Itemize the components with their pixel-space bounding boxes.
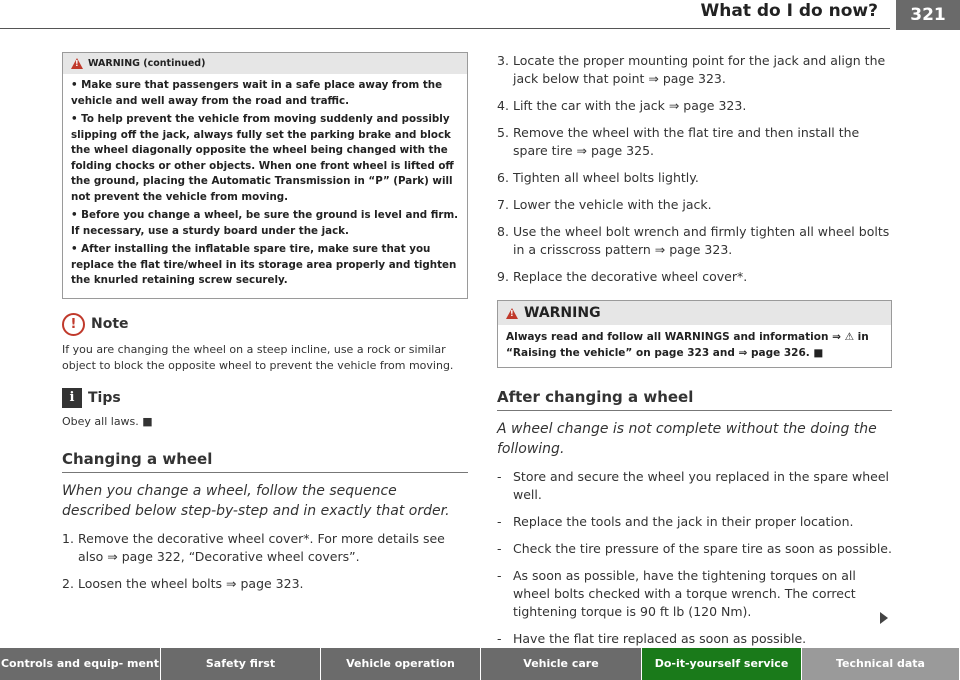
continue-arrow-icon [880, 612, 888, 624]
warning-continued-header [63, 53, 467, 74]
info-icon: i [62, 388, 82, 408]
tips-title: Tips [88, 389, 121, 406]
list-item: 2. Loosen the wheel bolts ⇒ page 323. [62, 575, 304, 591]
warning-bullet: • Make sure that passengers wait in a safe place away from the vehicle and well away from the road and traffic. [71, 79, 443, 107]
warning-box [497, 300, 892, 368]
list-item: 1. Remove the decorative wheel cover*. For more details see also ⇒ page 322, “Decorative wheel covers”. [62, 530, 445, 564]
footer-tab-technical[interactable]: Technical data [802, 648, 960, 680]
warning-bullet: • To help prevent the vehicle from moving suddenly and possibly slipping off the jack, always fully set the parking brake and block the wheel diagonally opposite the wheel being changed with the folding chocks or other objects. When one front wheel is lifted off the ground, placing the Automatic Transmission in “P” (Park) will not prevent the vehicle from moving. [71, 113, 454, 203]
list-item: - As soon as possible, have the tightening torques on all wheel bolts checked with a torque wrench. The correct tightening torque is 90 ft lb (120 Nm). [497, 568, 856, 619]
left-column [62, 52, 468, 593]
footer-tab-care[interactable]: Vehicle care [481, 648, 642, 680]
list-item: - Have the flat tire replaced as soon as possible. [497, 631, 807, 646]
note-text: If you are changing the wheel on a steep incline, use a rock or similar object to block the opposite wheel to prevent the vehicle from moving. [62, 342, 454, 372]
tips-text: Obey all laws. ■ [62, 414, 153, 428]
list-item: - Store and secure the wheel you replaced in the spare wheel well. [497, 469, 890, 502]
list-item: 5. Remove the wheel with the flat tire and then install the spare tire ⇒ page 325. [497, 125, 860, 158]
list-item: 7. Lower the vehicle with the jack. [497, 197, 712, 212]
warning-bullet: • Before you change a wheel, be sure the ground is level and firm. If necessary, use a sturdy board under the jack. [71, 209, 459, 237]
footer-tab-controls[interactable]: Controls and equip- ment [0, 648, 161, 680]
footer-tab-operation[interactable]: Vehicle operation [321, 648, 481, 680]
warning-title: WARNING [524, 305, 601, 321]
list-item: 4. Lift the car with the jack ⇒ page 323. [497, 98, 747, 113]
footer-nav [0, 648, 960, 680]
list-item: 3. Locate the proper mounting point for the jack and align the jack below that point ⇒ page 323. [497, 53, 886, 86]
section-intro-after: A wheel change is not complete without the doing the following. [497, 421, 877, 457]
footer-tab-safety[interactable]: Safety first [161, 648, 321, 680]
page-title: What do I do now? [700, 1, 878, 21]
warning-text: Always read and follow all WARNINGS and information ⇒ ⚠ in “Raising the vehicle” on page 323 and ⇒ page 326. ■ [506, 331, 869, 359]
note-title: Note [91, 316, 129, 332]
warning-bullet: • After installing the inflatable spare tire, make sure that you replace the flat tire/wheel in its storage area properly and tighten the knurled retaining screw securely. [71, 243, 457, 286]
warning-continued-title: WARNING (continued) [88, 58, 206, 69]
note-exclamation-icon: ! [62, 313, 85, 336]
tips-heading [62, 388, 468, 408]
note-heading [62, 313, 468, 336]
warning-triangle-icon [71, 58, 83, 69]
list-item: 8. Use the wheel bolt wrench and firmly tighten all wheel bolts in a crisscross pattern ⇒ page 323. [497, 224, 890, 257]
list-item: - Replace the tools and the jack in their proper location. [497, 514, 854, 529]
warning-triangle-icon [506, 308, 518, 319]
section-title-changing: Changing a wheel [62, 450, 468, 473]
list-item: 9. Replace the decorative wheel cover*. [497, 269, 748, 284]
section-title-after: After changing a wheel [497, 388, 892, 411]
list-item: 6. Tighten all wheel bolts lightly. [497, 170, 699, 185]
footer-tab-diy[interactable]: Do-it-yourself service [642, 648, 802, 680]
page-number: 321 [896, 0, 960, 30]
warning-continued-box [62, 52, 468, 299]
right-column [497, 52, 892, 648]
section-intro-changing: When you change a wheel, follow the sequence described below step-by-step and in exactly that order. [62, 482, 450, 519]
warning-continued-body [63, 74, 467, 298]
warning-header [498, 301, 891, 325]
list-item: - Check the tire pressure of the spare tire as soon as possible. [497, 541, 892, 556]
header-rule [0, 28, 890, 29]
